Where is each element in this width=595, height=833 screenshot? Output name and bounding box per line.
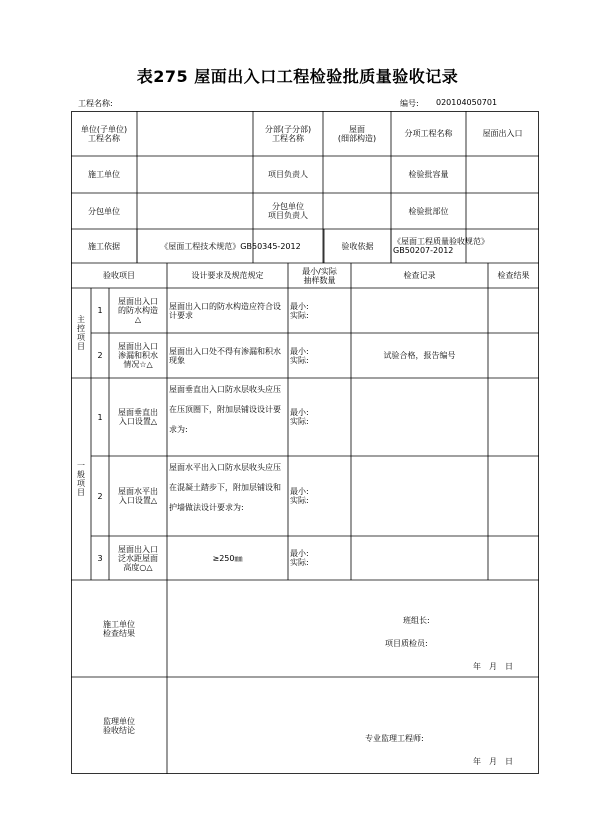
general-item-record[interactable] bbox=[351, 536, 488, 580]
supervisor-date: 年 月 日 bbox=[473, 757, 513, 766]
main-item-result[interactable] bbox=[488, 333, 539, 378]
general-item-result[interactable] bbox=[488, 456, 539, 536]
project-name-label: 工程名称: bbox=[78, 99, 113, 108]
col-header-sample: 最小/实际 抽样数量 bbox=[302, 266, 337, 285]
sub-pm-label: 分包单位 项目负责人 bbox=[268, 202, 308, 220]
main-item-sample[interactable]: 最小: 实际: bbox=[290, 346, 309, 365]
supervisor-check-label: 监理单位 验收结论 bbox=[103, 716, 135, 735]
main-item-sample[interactable]: 最小: 实际: bbox=[290, 301, 309, 320]
main-item-name: 屋面出入口 渗漏和积水 情况☆△ bbox=[118, 342, 158, 369]
quality-inspector-label: 项目质检员: bbox=[385, 639, 428, 648]
page-title: 表275 屋面出入口工程检验批质量验收记录 bbox=[136, 67, 459, 86]
general-item-record[interactable] bbox=[351, 378, 488, 456]
pm-value[interactable] bbox=[323, 156, 391, 193]
general-item-no: 1 bbox=[97, 412, 103, 422]
acceptance-value: 《屋面工程质量验收规范》 GB50207-2012 bbox=[393, 237, 489, 255]
acceptance-label: 验收依据 bbox=[341, 241, 374, 251]
general-item-name: 屋面出入口 泛水距屋面 高度○△ bbox=[118, 544, 158, 572]
col-header-record: 检查记录 bbox=[403, 271, 436, 280]
col-header-design: 设计要求及规范规定 bbox=[191, 271, 264, 280]
sub-pm-value[interactable] bbox=[323, 193, 391, 229]
subcontractor-label: 分包单位 bbox=[88, 206, 120, 216]
general-item-design: ≥250㎜ bbox=[212, 553, 243, 563]
item-name-label: 分项工程名称 bbox=[404, 129, 453, 138]
basis-value: 《屋面工程技术规范》GB50345-2012 bbox=[160, 241, 301, 251]
general-item-no: 2 bbox=[97, 491, 103, 501]
main-group-label: 主控项目 bbox=[76, 315, 86, 351]
main-item-design: 屋面出入口处不得有渗漏和积水现象 bbox=[169, 346, 281, 365]
constructor-label: 施工单位 bbox=[88, 170, 120, 179]
constructor-check-label: 施工单位 检查结果 bbox=[103, 619, 135, 638]
general-group-label: 一般项目 bbox=[76, 461, 86, 497]
general-item-name: 屋面垂直出 入口设置△ bbox=[118, 408, 158, 426]
main-item-result[interactable] bbox=[488, 288, 539, 333]
inspection-form bbox=[71, 111, 539, 774]
main-item-record[interactable] bbox=[351, 288, 488, 333]
unit-name-label: 单位(子单位) 工程名称 bbox=[80, 124, 128, 143]
constructor-date: 年 月 日 bbox=[473, 662, 513, 671]
main-item-name: 屋面出入口 的防水构造 △ bbox=[118, 297, 158, 324]
general-item-design: 屋面垂直出入口防水层收头应压在压顶圈下，附加层铺设设计要求为: bbox=[169, 385, 281, 434]
team-leader-label: 班组长: bbox=[403, 616, 430, 625]
general-item-result[interactable] bbox=[488, 536, 539, 580]
location-label: 检验批部位 bbox=[408, 206, 449, 216]
general-item-sample[interactable]: 最小: 实际: bbox=[290, 487, 309, 505]
item-name-value: 屋面出入口 bbox=[482, 129, 523, 138]
general-item-sample[interactable]: 最小: 实际: bbox=[290, 408, 309, 426]
constructor-value[interactable] bbox=[137, 156, 253, 193]
general-item-name: 屋面水平出 入口设置△ bbox=[118, 487, 158, 505]
col-header-result: 检查结果 bbox=[497, 271, 530, 280]
unit-name-value[interactable] bbox=[137, 111, 253, 156]
main-item-no: 1 bbox=[97, 306, 103, 315]
general-item-design: 屋面水平出入口防水层收头应压在混凝土踏步下，附加层铺设和护墙做法设计要求为: bbox=[169, 463, 281, 512]
main-item-no: 2 bbox=[97, 351, 103, 360]
col-header-item: 验收项目 bbox=[103, 271, 135, 280]
pm-label: 项目负责人 bbox=[268, 170, 308, 179]
location-value[interactable] bbox=[466, 193, 539, 229]
subcontractor-value[interactable] bbox=[137, 193, 253, 229]
capacity-value[interactable] bbox=[466, 156, 539, 193]
general-item-no: 3 bbox=[97, 553, 103, 563]
number-value: 020104050701 bbox=[436, 98, 498, 107]
division-name-value: 屋面 (细部构造) bbox=[337, 124, 377, 143]
number-label: 编号: bbox=[400, 99, 419, 108]
general-item-record[interactable] bbox=[351, 456, 488, 536]
division-name-label: 分部(子分部) 工程名称 bbox=[264, 124, 312, 143]
capacity-label: 检验批容量 bbox=[408, 170, 449, 179]
supervising-engineer-label: 专业监理工程师: bbox=[365, 734, 424, 743]
general-item-result[interactable] bbox=[488, 378, 539, 456]
basis-label: 施工依据 bbox=[88, 241, 120, 251]
main-item-record[interactable]: 试验合格，报告编号 bbox=[383, 351, 456, 360]
general-item-sample[interactable]: 最小: 实际: bbox=[290, 549, 309, 567]
main-item-design: 屋面出入口的防水构造应符合设计要求 bbox=[169, 301, 281, 320]
